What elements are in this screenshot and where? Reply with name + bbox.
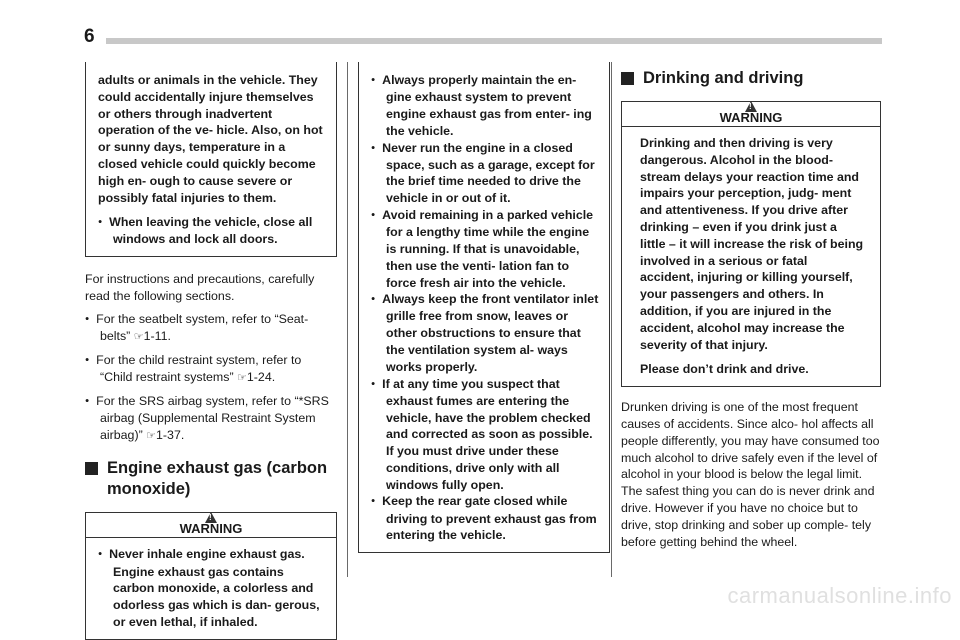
bullet-icon: ● — [371, 379, 376, 387]
bullet-icon: ● — [371, 295, 376, 303]
bullet-icon: ● — [371, 497, 376, 505]
warning-header: ! WARNING — [85, 512, 337, 538]
warning-bullet: ● Always properly maintain the en- gine exhaust system to prevent engine exhaust gas from enter- ing the vehicle. — [371, 73, 592, 138]
bullet-icon: ● — [85, 397, 90, 404]
warning-bullet: ● Keep the rear gate closed while driving to prevent exhaust gas from entering the vehicle. — [371, 494, 597, 543]
section-heading-exhaust: Engine exhaust gas (carbon monoxide) — [85, 458, 337, 500]
column-divider — [611, 62, 612, 577]
warning-header: ! WARNING — [621, 101, 881, 127]
warning-triangle-icon — [205, 512, 217, 523]
bullet-icon: ● — [98, 550, 103, 558]
column-2 — [358, 62, 610, 553]
section-square-icon — [621, 72, 634, 85]
page-ref-link[interactable]: 1-24. — [246, 369, 276, 384]
page-ref-icon: ☞ — [146, 429, 157, 442]
warning-bullet: ● Always keep the front ventilator inlet grille free from snow, leaves or other obstructions to ensure that the ventilation system al- ways works properly. — [371, 292, 599, 374]
page-ref-icon: ☞ — [237, 371, 247, 384]
warning-continuation-box — [85, 62, 337, 257]
warning-box-exhaust — [85, 538, 337, 639]
warning-closing: Please don’t drink and drive. — [640, 362, 809, 377]
warning-bullet: ● When leaving the vehicle, close all windows and lock all doors. — [98, 215, 313, 247]
warning-text: Drinking and then driving is very dangerous. Alcohol in the blood- stream delays your reaction time and impairs your perception, judg- ment and attentiveness. If you drive after drinking – even if you drink just a little – it will increase the risk of being involved in a serious or fatal accident, injuring or killing yourself, your passengers and others. In addition, if you are injured in the accident, alcohol may increase the severity of that injury. — [640, 136, 864, 352]
bullet-icon: ● — [371, 76, 376, 84]
bullet-icon: ● — [371, 211, 376, 219]
warning-bullet: ● Never run the engine in a closed space, such as a garage, except for the brief time needed to drive the vehicle in or out of it. — [371, 140, 595, 206]
page-number: 6 — [84, 26, 95, 47]
warning-continuation-box — [358, 62, 610, 553]
warning-bullet: ● If at any time you suspect that exhaust fumes are entering the vehicle, have the problem checked and corrected as soon as possible. If you must drive under these conditions, drive only with all windows fully open. — [371, 376, 593, 492]
page-ref-icon: ☞ — [133, 330, 144, 343]
intro-paragraph: For instructions and precautions, carefully read the following sections. — [85, 272, 315, 304]
bullet-icon: ● — [371, 143, 376, 151]
warning-triangle-icon — [745, 101, 757, 112]
column-3 — [621, 62, 881, 556]
warning-bullet: ● Never inhale engine exhaust gas. Engine exhaust gas contains carbon monoxide, a colorless and odorless gas which is dan- gerous, or even lethal, if inhaled. — [98, 547, 320, 629]
section-heading-drinking: Drinking and driving — [621, 68, 881, 89]
drinking-body-paragraph: Drunken driving is one of the most frequent causes of accidents. Since alco- hol affects all people differently, you may have consumed too much alcohol to drive safely even if the level of alcohol in your blood is below the legal limit. The safest thing you can do is never drink and drive. However if you have no choice but to drive, stop drinking and sober up comple- tely before getting behind the wheel. — [621, 400, 880, 549]
section-square-icon — [85, 462, 98, 475]
page-ref-link[interactable]: 1-37. — [156, 427, 185, 442]
ref-item-srs-airbag: ● For the SRS airbag system, refer to “*SRS airbag (Supplemental Restraint System airbag)” ☞1-37. — [85, 393, 329, 442]
ref-item-seatbelt: ● For the seatbelt system, refer to “Seat- belts” ☞1-11. — [85, 311, 309, 343]
column-divider — [347, 62, 348, 577]
column-1 — [85, 62, 337, 640]
warning-continuation-text: adults or animals in the vehicle. They could accidentally injure themselves or others through inadvertent operation of the ve- hicle. Also, on hot or sunny days, temperature in a closed vehicle could quickly become high en- ough to cause severe or possibly fatal injuries to them. — [98, 73, 323, 205]
bullet-icon: ● — [85, 356, 90, 364]
top-rule — [106, 38, 882, 44]
warning-box-drinking — [621, 127, 881, 387]
ref-item-child-restraint: ● For the child restraint system, refer to “Child restraint systems” ☞1-24. — [85, 352, 302, 384]
watermark: carmanualsonline.info — [727, 583, 952, 608]
bullet-icon: ● — [98, 218, 103, 226]
bullet-icon: ● — [85, 315, 90, 323]
page-ref-link[interactable]: 1-11. — [143, 328, 171, 343]
warning-bullet: ● Avoid remaining in a parked vehicle for a lengthy time while the engine is running. If that is unavoidable, then use the venti- lation fan to force fresh air into the vehicle. — [371, 208, 594, 290]
